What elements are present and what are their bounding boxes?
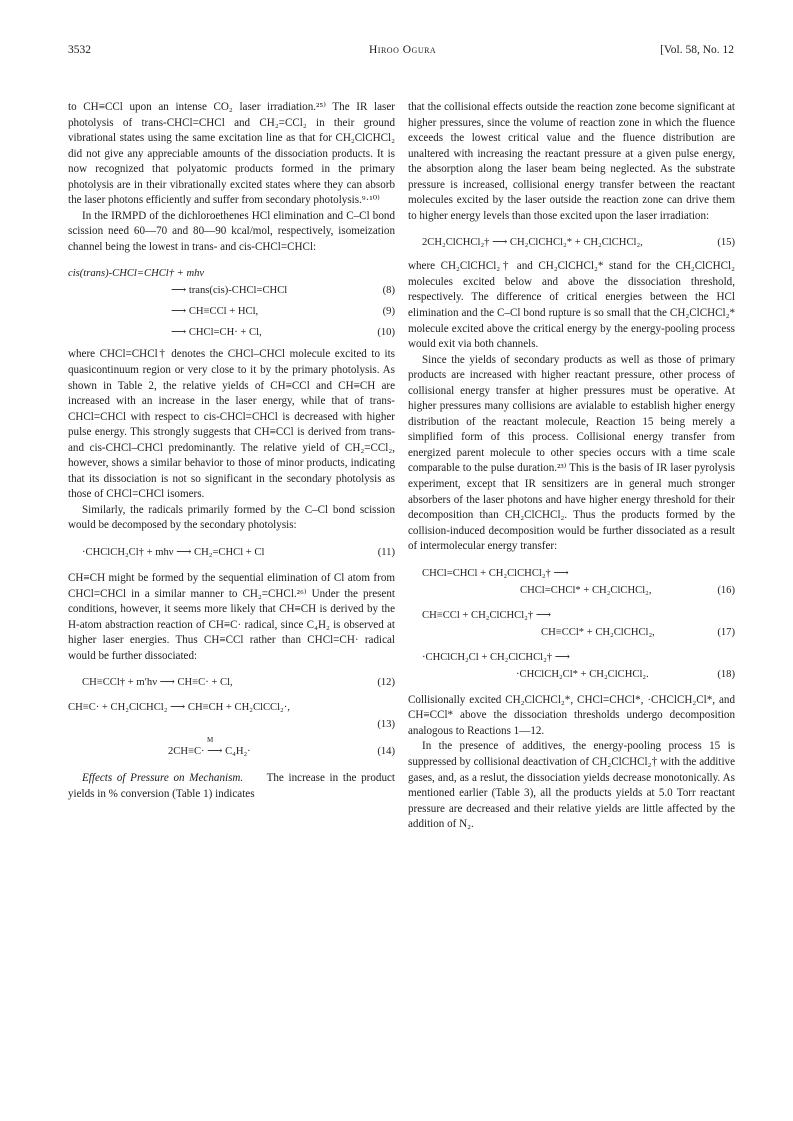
equation-18-products: ·CHClCH₂Cl* + CH₂ClCHCl₂. (18) bbox=[408, 666, 735, 683]
paragraph: where CH₂ClCHCl₂† and CH₂ClCHCl₂* stand for the CH₂ClCHCl₂ molecules excited below and above the dissociation threshold, respectively. The difference of critical energies between the HCl elimination and the C–Cl bond rupture is so small that the CH₂ClCHCl₂* molecule excited above the critical energy by the energy-pooling process would exit via both channels. bbox=[408, 260, 735, 351]
equation-number: (13) bbox=[377, 719, 395, 731]
paragraph: where CHCl=CHCl† denotes the CHCl–CHCl molecule excited to its quasicontinuum region or very close to it by the primary photolysis. As shown in Table 2, the relative yields of CH≡CCl and CH≡CH are increased with an increase in the laser energy, while that of trans-CHCl=CHCl with respect to cis-CHCl=CHCl is decreased with higher pulse energy. This strongly suggests that CH≡CCl is derived from trans- and cis-CHCl–CHCl predominantly. The relative yield of CH₂=CCl₂, however, shows a similar behavior to those of minor products, indicating that its dissociation is not so significant in the secondary photolysis as those of CHCl=CHCl isomers. bbox=[68, 348, 395, 501]
equation-9: ⟶ CH≡CCl + HCl, (9) bbox=[68, 303, 395, 320]
equation-number: (9) bbox=[382, 306, 395, 318]
equation-13-number bbox=[68, 716, 395, 733]
equation-11: ·CHClCH₂Cl† + mhν ⟶ CH₂=CHCl + Cl (11) bbox=[68, 544, 395, 561]
equation-14: M 2CH≡C· ⟶ C₄H₂· (14) bbox=[68, 739, 395, 761]
paragraph: Similarly, the radicals primarily formed by the C–Cl bond scission would be decomposed by the secondary photolysis: bbox=[68, 503, 395, 532]
paragraph: that the collisional effects outside the reaction zone become significant at higher pressures, since the volume of reaction zone in which the fluence exceeds the lowest critical value and the fluence distribution are unaltered with increasing the reactant pressure at a given pulse energy, the absorption along the laser beam being neglected. As the substrate pressure is increased, collisional energy transfer between the reactant molecules excited by the laser outside the reaction zone can drive them to higher energy levels than those excited upon the laser irradiation: bbox=[408, 101, 735, 222]
equation-number: (11) bbox=[377, 547, 395, 559]
equation-number: (12) bbox=[377, 677, 395, 689]
equation-15: 2CH₂ClCHCl₂† ⟶ CH₂ClCHCl₂* + CH₂ClCHCl₂, (15) bbox=[408, 234, 735, 251]
equation-number: (14) bbox=[377, 746, 395, 758]
page-number: 3532 bbox=[68, 44, 91, 56]
section-title: Effects of Pressure on Mechanism. bbox=[82, 772, 244, 785]
paragraph: CH≡CH might be formed by the sequential elimination of Cl atom from CHCl=CHCl in a similar manner to CH₂=CHCl.²⁶⁾ Under the present conditions, however, it seems more likely that CH≡CH is derived by the H-atom abstraction reaction of CH≡C· radical, since C₄H₂ is observed at higher laser energies. Thus CH≡CCl rather than CHCl=CH· radical would be further dissociated: bbox=[68, 572, 395, 662]
equation-18: ·CHClCH₂Cl + CH₂ClCHCl₂† ⟶ bbox=[422, 651, 570, 663]
running-author: Hiroo Ogura bbox=[369, 44, 437, 56]
equation-8: ⟶ trans(cis)-CHCl=CHCl (8) bbox=[68, 282, 395, 299]
equation-12: CH≡CCl† + m′hν ⟶ CH≡C· + Cl, (12) bbox=[68, 674, 395, 691]
equation-16-products: CHCl=CHCl* + CH₂ClCHCl₂, (16) bbox=[408, 582, 735, 599]
equation-number: (16) bbox=[717, 584, 735, 596]
paragraph: Since the yields of secondary products as well as those of primary products are increased with higher reactant pressure, other process of collisional energy transfer at higher pressures must be operative. At higher pressures many collisions are avialable to establish higher energy distribution of the reactant molecule, Reaction 15 being merely a simplified form of this process. Collisional energy transfer from energized parent molecule to other species occurs with a time scale comparable to the pulse duration.²³⁾ This is the basis of IR laser pyrolysis experiment, except that IR sensitizers are in general much stronger absorbers of the laser photons and have higher energy threshold for their decomposition than CH₂ClCHCl₂. Thus the products formed by the collision-induced decomposition would be further dissociated as a result of intermolecular energy transfer: bbox=[408, 353, 735, 553]
paragraph: In the presence of additives, the energy-pooling process 15 is suppressed by collisional deactivation of CH₂ClCHCl₂† with the additive gases, and, as a reslut, the dissociation yields decrease monotonically. As mentioned earlier (Table 3), all the products yields at 5.0 Torr reactant pressure are decreased and their relative yields are little affected by the addition of N₂. bbox=[408, 740, 735, 831]
running-header bbox=[68, 44, 734, 64]
equation-number: (8) bbox=[382, 285, 395, 297]
equation-17-products: CH≡CCl* + CH₂ClCHCl₂, (17) bbox=[408, 624, 735, 641]
right-column bbox=[408, 100, 735, 833]
paragraph: In the IRMPD of the dichloroethenes HCl elimination and C–Cl bond scission need 60—70 and 80—90 kcal/mol, respectively, isomeization channel being the lowest in trans- and cis-CHCl=CHCl: bbox=[68, 209, 395, 253]
paragraph: Effects of Pressure on Mechanism. The increase in the product yields in % conversion (Table 1) indicates bbox=[68, 772, 395, 800]
equation-number: (17) bbox=[717, 626, 735, 638]
left-column bbox=[68, 100, 395, 802]
equation-13: CH≡C· + CH₂ClCHCl₂ ⟶ CH≡CH + CH₂ClCCl₂·, bbox=[68, 702, 290, 714]
equation-number: (15) bbox=[717, 237, 735, 249]
equation-16: CHCl=CHCl + CH₂ClCHCl₂† ⟶ bbox=[422, 567, 569, 579]
equation-number: (10) bbox=[377, 327, 395, 339]
equation-number: (18) bbox=[717, 668, 735, 680]
equation-head: cis(trans)-CHCl=CHCl† + mhν bbox=[68, 268, 205, 280]
equation-10: ⟶ CHCl=CH· + Cl, (10) bbox=[68, 324, 395, 341]
catalyst-label: M bbox=[207, 736, 214, 745]
journal-volume: [Vol. 58, No. 12 bbox=[660, 44, 734, 56]
paragraph: to CH≡CCl upon an intense CO₂ laser irradiation.²⁵⁾ The IR laser photolysis of trans-CHCl=CHCl and CH₂=CCl₂ in their ground vibrational states using the same excitation line as that for CH₂ClCHCl₂ did not give any appreciable amounts of the dissociation products. It is now recognized that polyatomic products formed in the primary photolysis are in their vibrationally excited states where they can absorb the laser photons efficiently and suffer from secondary photolysis.⁹·¹⁰⁾ bbox=[68, 101, 395, 207]
paragraph: Collisionally excited CH₂ClCHCl₂*, CHCl=CHCl*, ·CHClCH₂Cl*, and CH≡CCl* above the dissociation thresholds undergo decomposition analogous to Reactions 1—12. bbox=[408, 693, 735, 737]
equation-17: CH≡CCl + CH₂ClCHCl₂† ⟶ bbox=[422, 609, 552, 621]
